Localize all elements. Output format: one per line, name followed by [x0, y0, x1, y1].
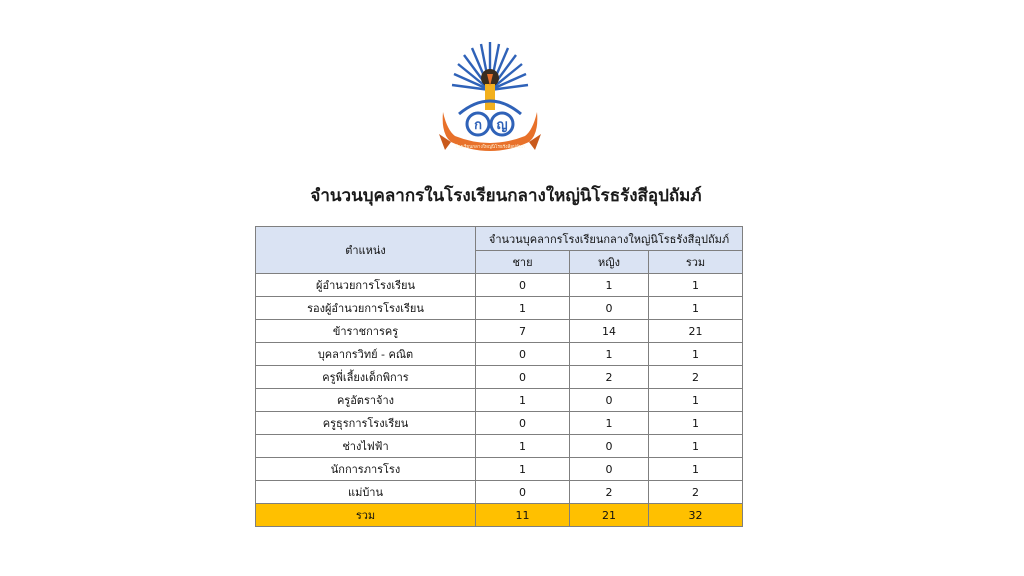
total-cell: 1 — [649, 458, 743, 481]
total-row — [256, 504, 743, 527]
position-cell: ผู้อำนวยการโรงเรียน — [256, 274, 476, 297]
position-header: ตำแหน่ง — [256, 227, 476, 274]
school-emblem-icon — [437, 38, 543, 164]
male-cell: 0 — [476, 481, 570, 504]
table-row — [256, 458, 743, 481]
female-cell: 1 — [570, 274, 649, 297]
logo-initial-right: ญ — [496, 118, 508, 133]
male-cell: 1 — [476, 389, 570, 412]
total-cell: 1 — [649, 435, 743, 458]
total-male-cell: 11 — [476, 504, 570, 527]
male-cell: 0 — [476, 274, 570, 297]
total-female-cell: 21 — [570, 504, 649, 527]
logo-initial-left: ก — [474, 118, 482, 133]
male-header: ชาย — [476, 251, 570, 274]
male-cell: 1 — [476, 458, 570, 481]
total-cell: 21 — [649, 320, 743, 343]
logo-ribbon-text: โรงเรียนกลางใหญ่นิโรธรังสีอุปถัมภ์ — [455, 145, 525, 150]
group-header: จำนวนบุคลากรโรงเรียนกลางใหญ่นิโรธรังสีอุปถัมภ์ — [476, 227, 743, 251]
female-cell: 1 — [570, 343, 649, 366]
position-cell: นักการภารโรง — [256, 458, 476, 481]
female-cell: 1 — [570, 412, 649, 435]
position-cell: บุคลากรวิทย์ - คณิต — [256, 343, 476, 366]
total-cell: 1 — [649, 389, 743, 412]
grand-total-cell: 32 — [649, 504, 743, 527]
table-row — [256, 412, 743, 435]
position-cell: ช่างไฟฟ้า — [256, 435, 476, 458]
total-cell: 1 — [649, 412, 743, 435]
position-cell: แม่บ้าน — [256, 481, 476, 504]
position-cell: ครูอัตราจ้าง — [256, 389, 476, 412]
position-cell: ครูพี่เลี้ยงเด็กพิการ — [256, 366, 476, 389]
table-row — [256, 366, 743, 389]
total-cell: 2 — [649, 481, 743, 504]
position-cell: ครูธุรการโรงเรียน — [256, 412, 476, 435]
table-row — [256, 389, 743, 412]
female-cell: 2 — [570, 366, 649, 389]
total-cell: 1 — [649, 274, 743, 297]
female-cell: 0 — [570, 435, 649, 458]
total-row-label: รวม — [256, 504, 476, 527]
personnel-table — [255, 226, 743, 527]
female-cell: 0 — [570, 389, 649, 412]
female-cell: 14 — [570, 320, 649, 343]
table-row — [256, 320, 743, 343]
table-row — [256, 481, 743, 504]
table-row — [256, 435, 743, 458]
female-cell: 0 — [570, 458, 649, 481]
table-row — [256, 343, 743, 366]
female-cell: 2 — [570, 481, 649, 504]
female-cell: 0 — [570, 297, 649, 320]
position-cell: ข้าราชการครู — [256, 320, 476, 343]
male-cell: 1 — [476, 435, 570, 458]
male-cell: 7 — [476, 320, 570, 343]
page-title — [0, 182, 1024, 209]
male-cell: 0 — [476, 343, 570, 366]
male-cell: 1 — [476, 297, 570, 320]
total-cell: 1 — [649, 343, 743, 366]
total-cell: 2 — [649, 366, 743, 389]
page-title-text: จำนวนบุคลากรในโรงเรียนกลางใหญ่นิโรธรังสีอุปถัมภ์ — [310, 186, 702, 206]
male-cell: 0 — [476, 366, 570, 389]
table-row — [256, 297, 743, 320]
position-cell: รองผู้อำนวยการโรงเรียน — [256, 297, 476, 320]
total-cell: 1 — [649, 297, 743, 320]
male-cell: 0 — [476, 412, 570, 435]
total-header: รวม — [649, 251, 743, 274]
table-row — [256, 274, 743, 297]
female-header: หญิง — [570, 251, 649, 274]
